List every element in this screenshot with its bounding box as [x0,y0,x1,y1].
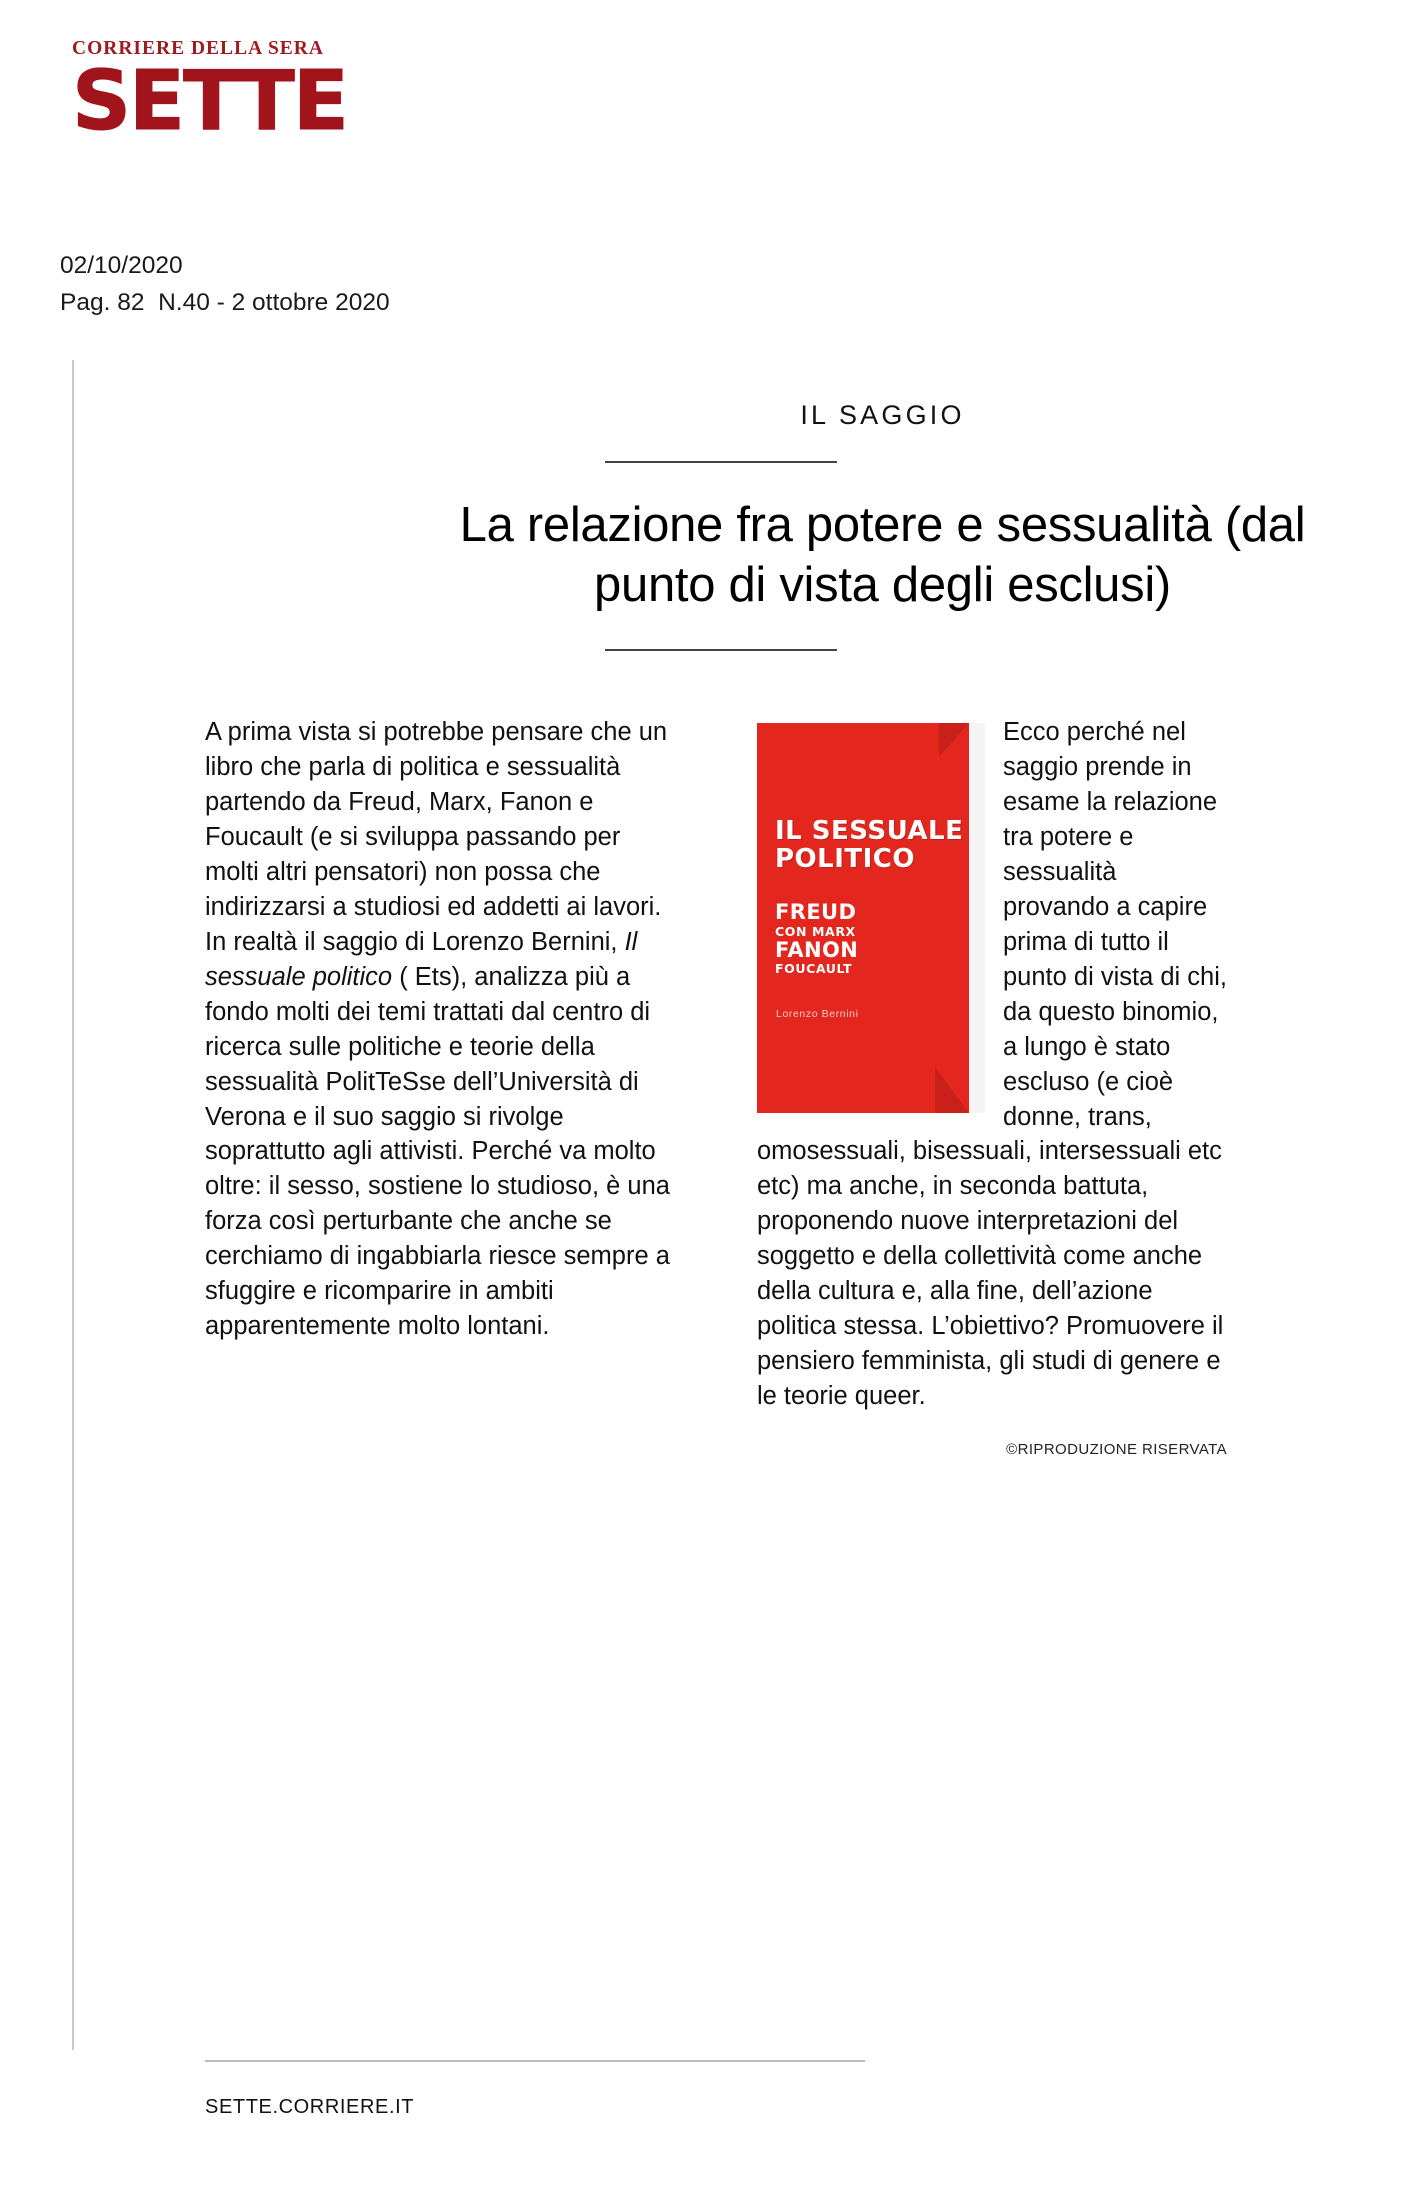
article [205,400,1310,1460]
article-column-left [205,715,675,1460]
article-kicker: IL SAGGIO [800,400,965,430]
left-vertical-rule [72,360,74,2050]
cover-fold-top [939,723,969,757]
cover-author-1: FREUD [775,900,857,925]
book-cover-image [757,723,985,1113]
masthead-kicker: CORRIERE DELLA SERA [72,38,324,59]
article-body [205,715,1310,1460]
divider-below-headline [605,649,837,651]
cover-author-small: CON MARX [775,923,856,939]
left-text-part2: ( Ets), analizza più a fondo molti dei temi trattati dal centro di ricerca sulle politiche e teorie della sessualità PolitTeSse dell’Università di Verona e il suo saggio si rivolge soprattutto agli attivisti. Perché va molto oltre: il sesso, sostiene lo studioso, è una forza così perturbante che anche se cerchiamo di ingabbiarla riesce sempre a sfuggire e ricomparire in ambiti apparentemente molto lontani. [205,962,670,1341]
page-title: La relazione fra potere e sessualità (dal punto di vista degli esclusi) [459,497,1306,612]
cover-authors [775,901,858,976]
divider-above-headline [605,461,837,463]
paragraph-left [205,715,675,1344]
cover-author-3: FOUCAULT [775,961,853,977]
footer-url: SETTE.CORRIERE.IT [205,2096,415,2118]
masthead [72,38,362,149]
article-column-right [757,715,1227,1460]
cover-author-2: FANON [775,937,859,962]
book-title-italic: Il sessuale politico [205,927,638,991]
left-text-part1: A prima vista si potrebbe pensare che un libro che parla di politica e sessualità partendo da Freud, Marx, Fanon e Foucault (e si sviluppa passando per molti altri pensatori) non possa che indirizzarsi a studiosi ed addetti ai lavori. In realtà il saggio di Lorenzo Bernini, [205,718,668,956]
cover-imprint: Lorenzo Bernini [776,1008,859,1021]
footer-divider [205,2060,865,2062]
issue-meta [60,248,390,322]
publication-date: 02/10/2020 [60,252,183,279]
masthead-logo: SETTE [72,54,347,149]
copyright-notice: ©RIPRODUZIONE RISERVATA [1006,1440,1227,1458]
cover-title: IL SESSUALE POLITICO [775,816,964,875]
cover-fold-bottom [935,1067,969,1113]
page-and-issue: Pag. 82 N.40 - 2 ottobre 2020 [60,288,390,316]
paragraph-right: Ecco perché nel saggio prende in esame la relazione tra potere e sessualità provando a capire prima di tutto il punto di vista di chi, da questo binomio, a lungo è stato escluso (e cioè donne, trans, omosessuali, bisessuali, intersessuali etc etc) ma anche, in seconda battuta, proponendo nuove interpretazioni del soggetto e della collettività come anche della cultura e, alla fine, dell’azione politica stessa. L’obiettivo? Promuovere il pensiero femminista, gli studi di genere e le teorie queer. [757,718,1227,1410]
cover-spine-notch [969,723,985,1113]
